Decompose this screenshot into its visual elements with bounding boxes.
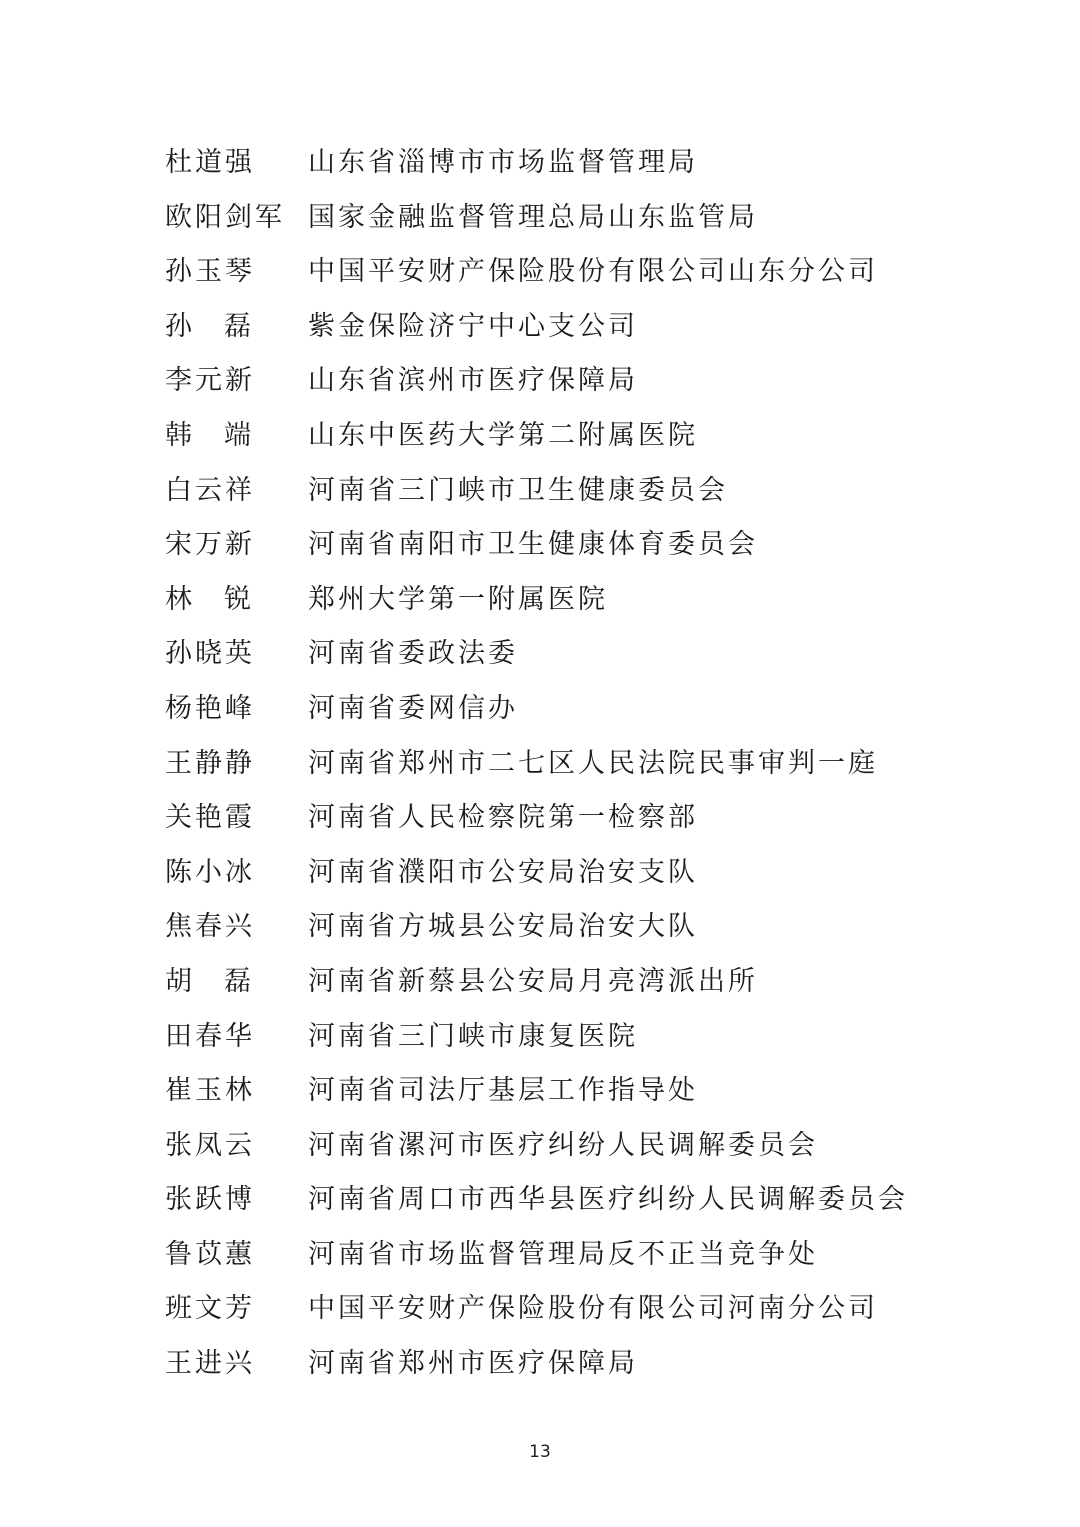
list-item <box>0 954 1080 1009</box>
person-name: 杨艳峰 <box>165 692 255 724</box>
person-name: 林 锐 <box>165 583 251 615</box>
person-name: 王进兴 <box>165 1348 255 1380</box>
list-item <box>0 1227 1080 1282</box>
person-name: 田春华 <box>165 1020 255 1052</box>
person-name: 关艳霞 <box>165 802 255 834</box>
organization: 郑州大学第一附属医院 <box>308 583 608 615</box>
list-item <box>0 899 1080 954</box>
list-item <box>0 1172 1080 1227</box>
list-item <box>0 681 1080 736</box>
person-name: 欧阳剑军 <box>165 201 285 233</box>
organization: 河南省人民检察院第一检察部 <box>308 802 698 834</box>
list-item <box>0 408 1080 463</box>
organization: 河南省委网信办 <box>308 692 518 724</box>
person-name: 白云祥 <box>165 474 255 506</box>
person-name: 杜道强 <box>165 147 255 178</box>
list-item <box>0 736 1080 791</box>
organization: 河南省郑州市医疗保障局 <box>308 1348 638 1380</box>
list-item <box>0 299 1080 354</box>
list-item <box>0 463 1080 518</box>
organization: 河南省市场监督管理局反不正当竞争处 <box>308 1238 818 1270</box>
list-item <box>0 190 1080 245</box>
organization: 河南省司法厅基层工作指导处 <box>308 1075 698 1107</box>
list-item <box>0 244 1080 299</box>
organization: 河南省方城县公安局治安大队 <box>308 911 698 943</box>
person-name: 班文芳 <box>165 1293 255 1325</box>
person-name: 张凤云 <box>165 1129 255 1161</box>
list-item <box>0 845 1080 900</box>
name-list <box>0 135 1080 1391</box>
person-name: 王静静 <box>165 747 255 779</box>
list-item <box>0 1336 1080 1391</box>
person-name: 孙玉琴 <box>165 256 255 288</box>
person-name: 鲁苡蕙 <box>165 1238 255 1270</box>
organization: 山东省滨州市医疗保障局 <box>308 365 638 397</box>
list-item <box>0 1118 1080 1173</box>
list-item <box>0 626 1080 681</box>
organization: 河南省新蔡县公安局月亮湾派出所 <box>308 965 758 997</box>
person-name: 张跃博 <box>165 1184 255 1216</box>
organization: 河南省南阳市卫生健康体育委员会 <box>308 529 758 561</box>
page-number: 13 <box>529 1442 551 1462</box>
person-name: 胡 磊 <box>165 965 251 997</box>
organization: 紫金保险济宁中心支公司 <box>308 310 638 342</box>
organization: 河南省濮阳市公安局治安支队 <box>308 856 698 888</box>
person-name: 宋万新 <box>165 529 255 561</box>
list-item <box>0 572 1080 627</box>
list-item <box>0 1281 1080 1336</box>
person-name: 崔玉林 <box>165 1075 255 1107</box>
organization: 中国平安财产保险股份有限公司山东分公司 <box>308 256 878 288</box>
organization: 中国平安财产保险股份有限公司河南分公司 <box>308 1293 878 1325</box>
person-name: 孙晓英 <box>165 638 255 670</box>
organization: 河南省三门峡市康复医院 <box>308 1020 638 1052</box>
organization: 河南省委政法委 <box>308 638 518 670</box>
person-name: 李元新 <box>165 365 255 397</box>
person-name: 孙 磊 <box>165 310 251 342</box>
list-item <box>0 1009 1080 1064</box>
list-item <box>0 517 1080 572</box>
organization: 河南省三门峡市卫生健康委员会 <box>308 474 728 506</box>
organization: 河南省漯河市医疗纠纷人民调解委员会 <box>308 1129 818 1161</box>
organization: 国家金融监督管理总局山东监管局 <box>308 201 758 233</box>
list-item <box>0 790 1080 845</box>
person-name: 陈小冰 <box>165 856 255 888</box>
organization: 山东中医药大学第二附属医院 <box>308 419 698 451</box>
person-name: 焦春兴 <box>165 911 255 943</box>
list-item <box>0 1063 1080 1118</box>
person-name: 韩 端 <box>165 419 251 451</box>
list-item <box>0 353 1080 408</box>
list-item <box>0 135 1080 190</box>
organization: 山东省淄博市市场监督管理局 <box>308 147 698 178</box>
organization: 河南省周口市西华县医疗纠纷人民调解委员会 <box>308 1184 908 1216</box>
organization: 河南省郑州市二七区人民法院民事审判一庭 <box>308 747 878 779</box>
